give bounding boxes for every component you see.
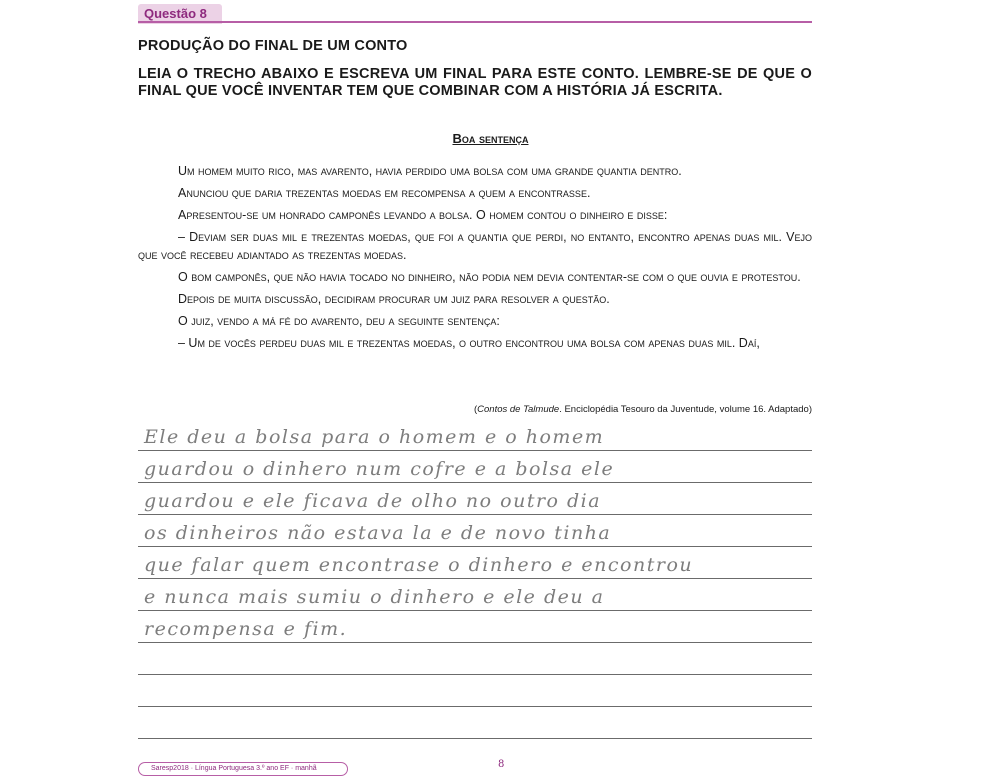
answer-line (138, 610, 812, 611)
story-paragraph: – Um de vocês perdeu duas mil e trezentas moedas, o outro encontrou uma bolsa com apenas duas mil. Daí, (178, 336, 760, 350)
handwritten-line: Ele deu a bolsa para o homem e o homem (144, 426, 605, 448)
story-text (138, 162, 812, 352)
answer-line (138, 482, 812, 483)
story-paragraph: O juiz, vendo a má fé do avarento, deu a seguinte sentença: (178, 314, 500, 328)
header-rule (138, 21, 812, 23)
story-paragraph: Depois de muita discussão, decidiram procurar um juiz para resolver a questão. (178, 292, 610, 306)
answer-line (138, 546, 812, 547)
handwritten-line: e nunca mais sumiu o dinhero e ele deu a (144, 586, 605, 608)
answer-line (138, 738, 812, 739)
answer-line (138, 578, 812, 579)
footer-badge: Saresp2018 · Língua Portuguesa 3.º ano EF · manhã (138, 762, 348, 776)
answer-line (138, 450, 812, 451)
page-number: 8 (498, 759, 505, 770)
answer-line (138, 642, 812, 643)
handwritten-line: os dinheiros não estava la e de novo tinha (144, 522, 612, 544)
handwritten-line: guardou o dinhero num cofre e a bolsa ele (144, 458, 615, 480)
citation: (Contos de Talmude. Enciclopédia Tesouro da Juventude, volume 16. Adaptado) (473, 404, 812, 415)
story-paragraph: O bom camponês, que não havia tocado no dinheiro, não podia nem devia contentar-se com o que ouvia e protestou. (178, 270, 801, 284)
story-paragraph: Anunciou que daria trezentas moedas em recompensa a quem a encontrasse. (178, 186, 591, 200)
handwritten-line: recompensa e fim. (144, 618, 348, 640)
answer-line (138, 706, 812, 707)
citation-title: Contos de Talmude (477, 404, 560, 415)
question-label: Questão 8 (144, 6, 207, 21)
answer-line (138, 674, 812, 675)
answer-line (138, 514, 812, 515)
instructions: LEIA O TRECHO ABAIXO E ESCREVA UM FINAL PARA ESTE CONTO. LEMBRE-SE DE QUE O FINAL QUE VOCÊ INVENTAR TEM QUE COMBINAR COM A HISTÓRIA JÁ ESCRITA. (138, 66, 812, 99)
handwritten-line: guardou e ele ficava de olho no outro dia (144, 490, 602, 512)
story-paragraph: Apresentou-se um honrado camponês levando a bolsa. O homem contou o dinheiro e disse: (178, 208, 668, 222)
story-paragraph: Um homem muito rico, mas avarento, havia perdido uma bolsa com uma grande quantia dentro. (178, 164, 682, 178)
handwritten-line: que falar quem encontrase o dinhero e encontrou (144, 554, 694, 576)
citation-rest: . Enciclopédia Tesouro da Juventude, volume 16. Adaptado) (559, 404, 812, 415)
story-title: Boa sentença (452, 131, 529, 146)
section-title: PRODUÇÃO DO FINAL DE UM CONTO (138, 38, 408, 54)
story-paragraph: – Deviam ser duas mil e trezentas moedas, que foi a quantia que perdi, no entanto, encontro apenas duas mil. Vejo que você recebeu adiantado as trezentas moedas. (138, 230, 812, 262)
